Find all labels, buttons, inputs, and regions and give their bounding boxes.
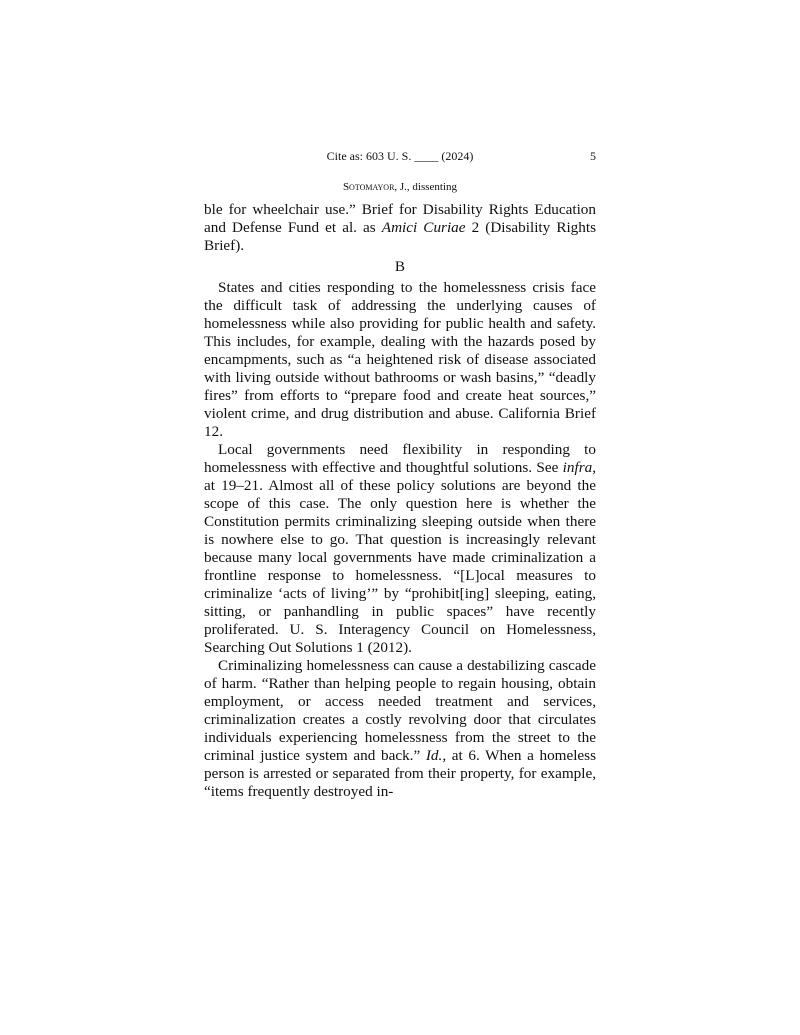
paragraph-continued [204,201,596,255]
italic-text: Amici Curiae [381,219,466,236]
paragraph [204,657,596,801]
paragraph-text: Criminalizing homelessness can cause a destabilizing cascade of harm. “Rather than helping people to regain housing, obtain employment, or access needed treatment and services, criminalization creates a costly revolving door that circulates individuals experiencing homelessness from the street to the criminal justice system and back.” [204,657,596,764]
page-number: 5 [590,149,596,163]
italic-text: Id. [425,747,443,764]
paragraph-text: 2 (Disability Rights Brief). [204,219,596,254]
author-role: , J., dissenting [394,181,458,193]
paragraph: States and cities responding to the homelessness crisis face the difficult task of addressing the underlying causes of homelessness while also providing for public health and safety. This includes, for example, dealing with the hazards posed by encampments, such as “a heightened risk of disease associated with living outside without bathrooms or wash basins,” “deadly fires” from efforts to “prepare food and create heat sources,” violent crime, and drug distribution and abuse. California Brief 12. [204,279,596,440]
section-heading: B [394,258,406,275]
running-head [204,181,596,193]
paragraph [204,441,596,657]
italic-text: infra [562,459,593,476]
paragraph-text: ble for wheelchair use.” Brief for Disability Rights Education and Defense Fund et al. as [204,201,596,236]
author-name: Sotomayor [342,181,395,193]
opinion-body [204,201,596,801]
paragraph-text: , at 19–21. Almost all of these policy solutions are beyond the scope of this case. The only question here is whether the Constitution permits criminalizing sleeping outside when there is nowhere else to go. That question is increasingly relevant because many local governments have made criminalization a frontline response to homelessness. “[L]ocal measures to criminalize ‘acts of living’” by “prohibit[ing] sleeping, eating, sitting, or panhandling in public spaces” have recently proliferated. U. S. Interagency Council on Homelessness, Searching Out Solutions 1 (2012). [204,459,596,656]
paragraph-text: Local governments need flexibility in responding to homelessness with effective and thoughtful solutions. See [204,441,596,476]
page-header [204,149,596,167]
paragraph-text: , at 6. When a homeless person is arrested or separated from their property, for example, “items frequently destroyed in- [204,747,596,800]
citation-line: Cite as: 603 U. S. ____ (2024) [326,149,474,163]
